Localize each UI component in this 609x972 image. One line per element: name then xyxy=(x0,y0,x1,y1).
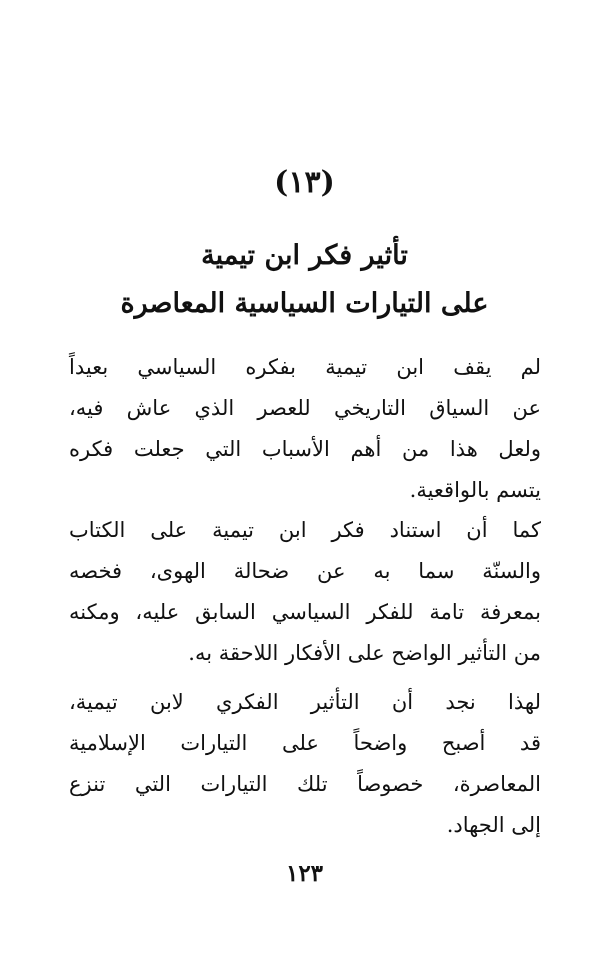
paragraph-3-line-4: إلى الجهاد. xyxy=(446,813,541,837)
chapter-title-line-1: تأثير فكر ابن تيمية xyxy=(201,240,408,271)
paragraph-3-line-2: قد أصبح واضحاً على التيارات الإسلامية xyxy=(69,731,541,755)
paragraph-1-line-1: لم يقف ابن تيمية بفكره السياسي بعيداً xyxy=(69,355,541,379)
paragraph-2-line-4: من التأثير الواضح على الأفكار اللاحقة به. xyxy=(188,641,541,665)
page-number: ١٢٣ xyxy=(285,860,324,887)
paragraph-3-line-1: لهذا نجد أن التأثير الفكري لابن تيمية، xyxy=(69,690,541,714)
chapter-number: (١٣) xyxy=(274,165,335,200)
paragraph-3-line-3: المعاصرة، خصوصاً تلك التيارات التي تنزع xyxy=(69,772,541,796)
paragraph-1-line-2: عن السياق التاريخي للعصر الذي عاش فيه، xyxy=(69,396,541,420)
chapter-title-line-2: على التيارات السياسية المعاصرة xyxy=(120,288,489,319)
paragraph-2-line-2: والسنّة سما به عن ضحالة الهوى، فخصه xyxy=(69,559,541,583)
paragraph-2-line-1: كما أن استناد فكر ابن تيمية على الكتاب xyxy=(69,518,541,542)
paragraph-2-line-3: بمعرفة تامة للفكر السياسي السابق عليه، ومكنه xyxy=(69,600,541,624)
paragraph-1-line-4: يتسم بالواقعية. xyxy=(409,478,541,502)
paragraph-1-line-3: ولعل هذا من أهم الأسباب التي جعلت فكره xyxy=(69,437,541,461)
